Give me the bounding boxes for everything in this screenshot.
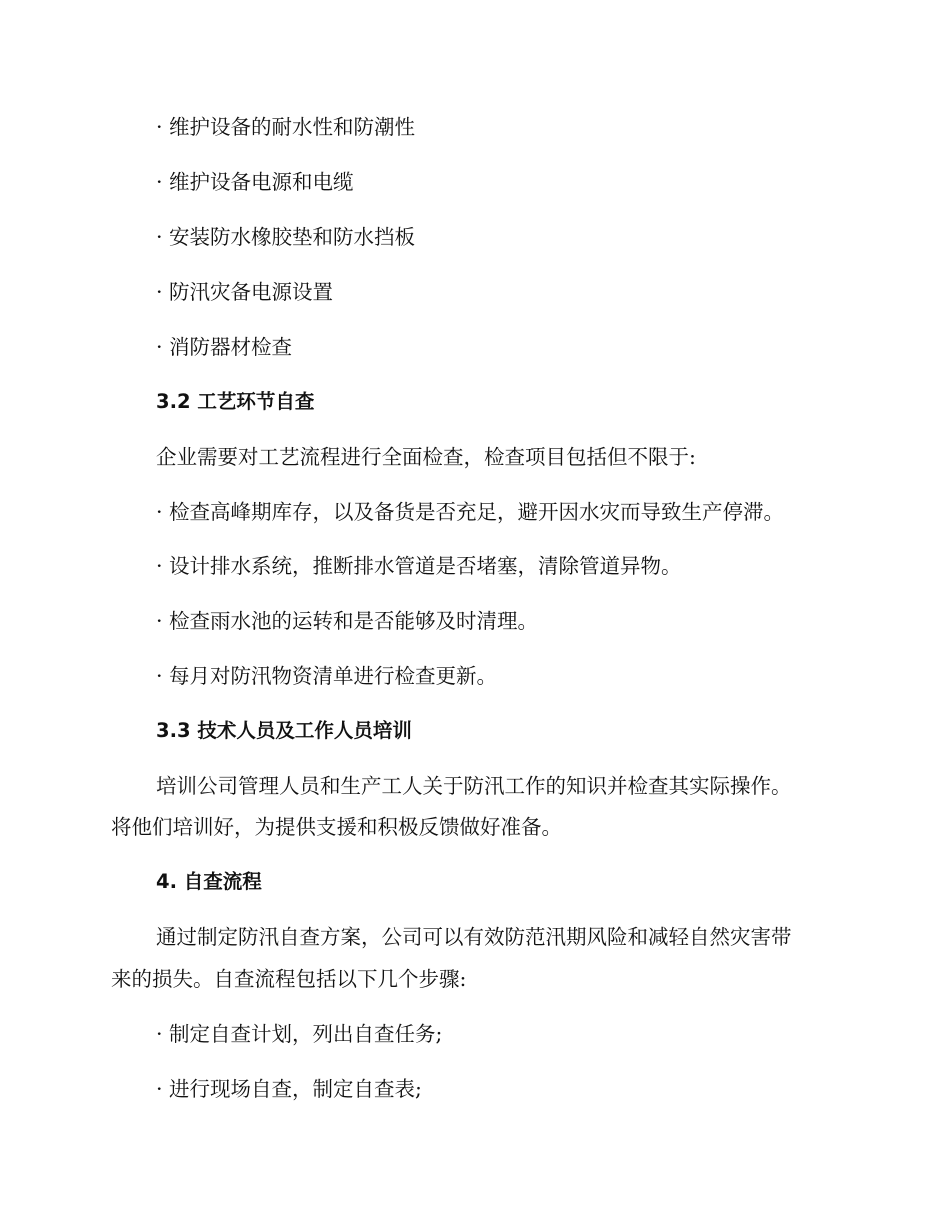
paragraph-line: 将他们培训好，为提供支援和积极反馈做好准备。 [111, 815, 562, 839]
bullet-item: · 检查雨水池的运转和是否能够及时清理。 [156, 609, 539, 633]
section-intro: 企业需要对工艺流程进行全面检查，检查项目包括但不限于: [156, 445, 696, 469]
bullet-item: · 消防器材检查 [156, 335, 293, 359]
paragraph-line: 来的损失。自查流程包括以下几个步骤: [111, 967, 467, 991]
bullet-item: · 维护设备的耐水性和防潮性 [156, 115, 416, 139]
section-heading-4: 4. 自查流程 [156, 870, 262, 893]
bullet-item: · 设计排水系统，推断排水管道是否堵塞，清除管道异物。 [156, 554, 682, 578]
bullet-item: · 制定自查计划，列出自查任务; [156, 1022, 443, 1046]
bullet-item: · 检查高峰期库存，以及备货是否充足，避开因水灾而导致生产停滞。 [156, 500, 785, 524]
bullet-item: · 进行现场自查，制定自查表; [156, 1077, 422, 1101]
bullet-item: · 防汛灾备电源设置 [156, 280, 334, 304]
section-heading-3-2: 3.2 工艺环节自查 [156, 390, 315, 413]
bullet-item: · 维护设备电源和电缆 [156, 170, 354, 194]
bullet-item: · 安装防水橡胶垫和防水挡板 [156, 225, 416, 249]
bullet-item: · 每月对防汛物资清单进行检查更新。 [156, 664, 498, 688]
section-heading-3-3: 3.3 技术人员及工作人员培训 [156, 719, 412, 742]
paragraph-line: 培训公司管理人员和生产工人关于防汛工作的知识并检查其实际操作。 [156, 774, 792, 798]
paragraph-line: 通过制定防汛自查方案，公司可以有效防范汛期风险和减轻自然灾害带 [156, 925, 792, 949]
